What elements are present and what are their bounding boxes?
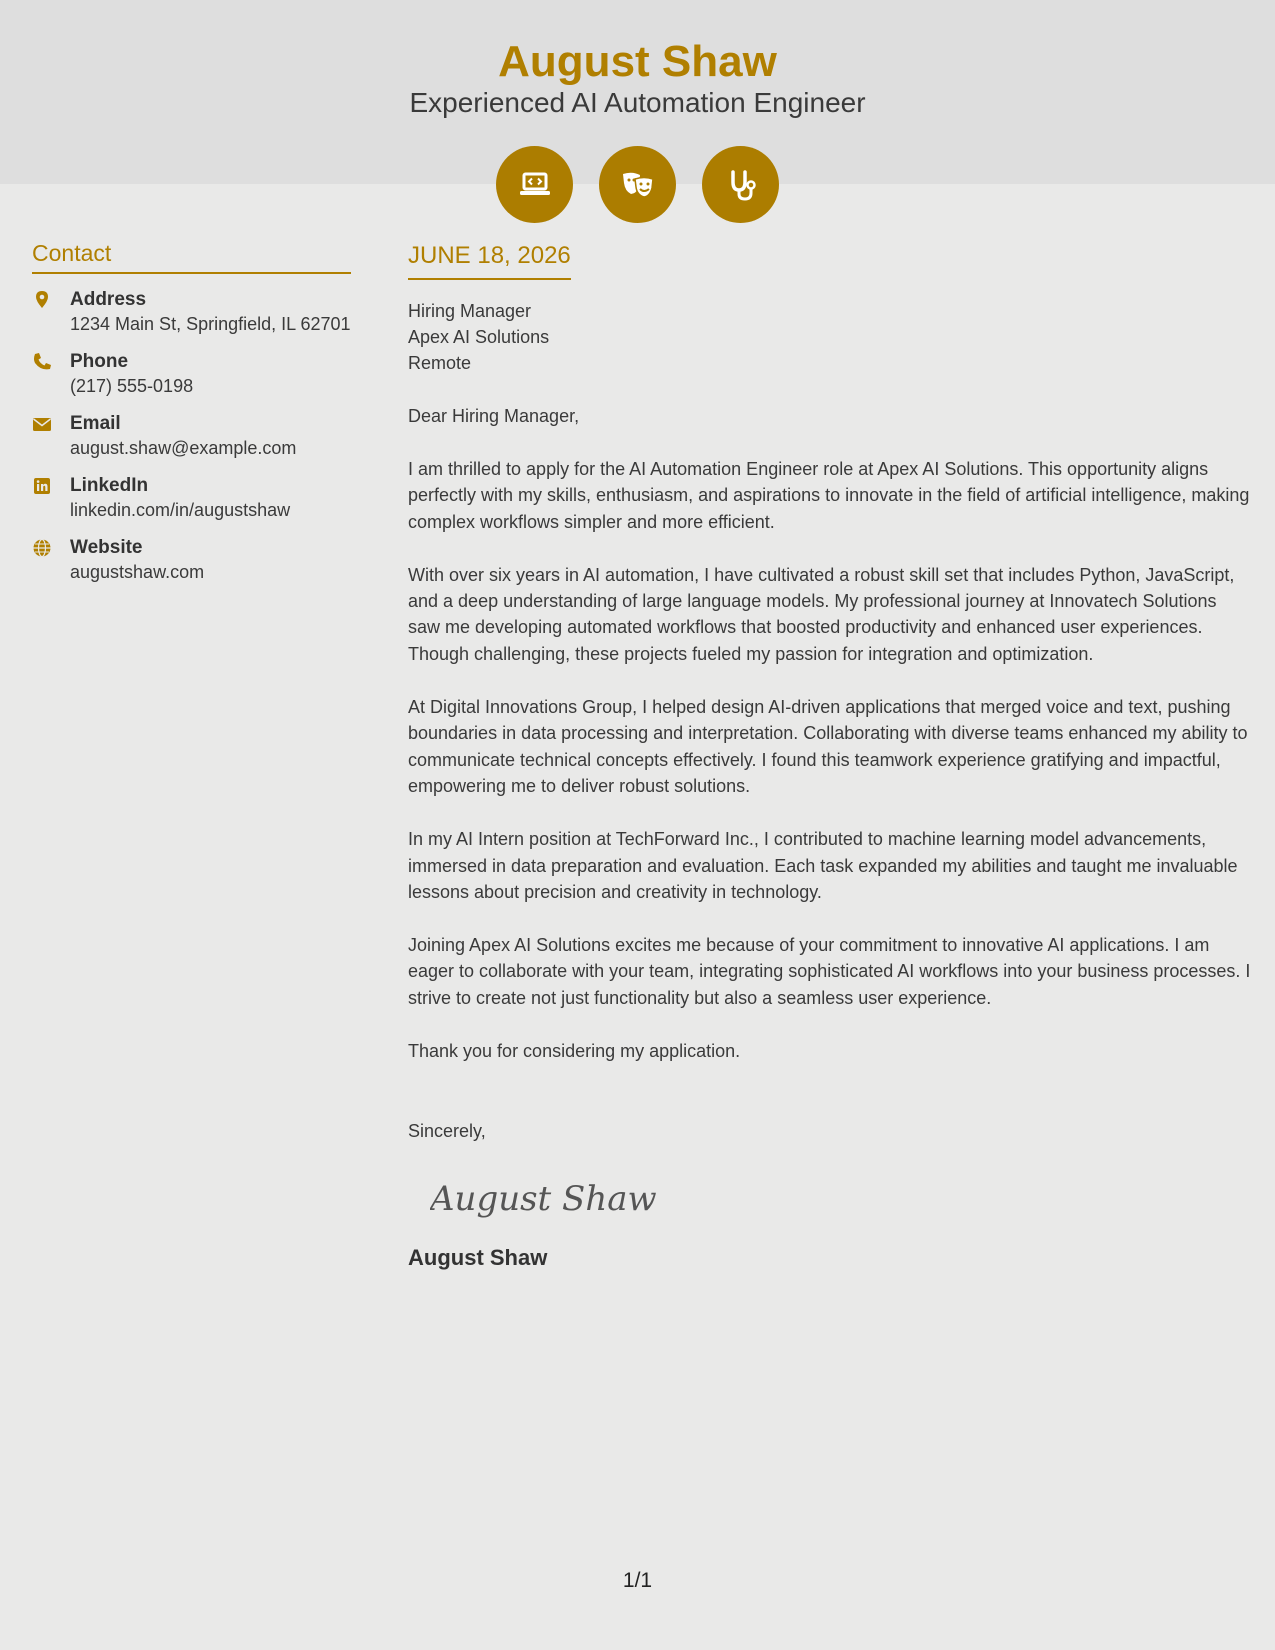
signature-text: August Shaw — [430, 1179, 657, 1220]
letter-paragraph: Thank you for considering my application. — [408, 1041, 741, 1062]
phone-icon — [32, 350, 70, 398]
contact-item-website — [32, 536, 351, 584]
contact-item-email — [32, 412, 351, 460]
letter-paragraph: In my AI Intern position at TechForward Inc., I contributed to machine learning model advancements, immersed in data preparation and evaluation. Each task expanded my abilities and taught me invaluable lessons about precision and creativity in technology. — [408, 829, 1238, 902]
contact-label: Phone — [70, 351, 129, 372]
contact-label: Email — [70, 413, 121, 434]
envelope-icon — [32, 412, 70, 460]
signer-name: August Shaw — [408, 1245, 548, 1271]
stethoscope-icon — [702, 146, 779, 223]
contact-label: LinkedIn — [70, 475, 149, 496]
contact-label: Address — [70, 289, 147, 310]
theater-masks-icon — [599, 146, 676, 223]
letter-paragraph: With over six years in AI automation, I have cultivated a robust skill set that includes Python, JavaScript, and a deep understanding of large language models. My professional journey at Innovatech Solutions saw me developing automated workflows that boosted productivity and enhanced user experiences. Though challenging, these projects fueled my passion for integration and optimization. — [408, 564, 1235, 664]
candidate-name: August Shaw — [498, 37, 777, 86]
contact-label: Website — [70, 537, 143, 558]
laptop-code-icon — [496, 146, 573, 223]
contact-value[interactable]: august.shaw@example.com — [70, 438, 297, 458]
letter-body — [408, 240, 1253, 1272]
contact-heading: Contact — [32, 238, 351, 274]
interest-icons — [496, 146, 779, 223]
globe-icon — [32, 536, 70, 584]
contact-value[interactable]: augustshaw.com — [70, 562, 205, 582]
contact-value: 1234 Main St, Springfield, IL 62701 — [70, 314, 351, 334]
closing: Sincerely, — [408, 1121, 486, 1142]
candidate-title: Experienced AI Automation Engineer — [409, 87, 866, 118]
letter-date: JUNE 18, 2026 — [408, 240, 571, 280]
contact-value: (217) 555-0198 — [70, 376, 194, 396]
letter-paragraph: I am thrilled to apply for the AI Automation Engineer role at Apex AI Solutions. This opportunity aligns perfectly with my skills, enthusiasm, and aspirations to innovate in the field of artificial intelligence, making complex workflows simpler and more efficient. — [408, 459, 1250, 532]
recipient-line: Remote — [408, 353, 472, 373]
handwritten-signature — [430, 1168, 670, 1228]
recipient-line: Hiring Manager — [408, 301, 532, 321]
recipient-block — [408, 298, 1253, 376]
contact-value[interactable]: linkedin.com/in/augustshaw — [70, 500, 291, 520]
contact-item-phone — [32, 350, 351, 398]
contact-item-address — [32, 288, 351, 336]
map-pin-icon — [32, 288, 70, 336]
salutation: Dear Hiring Manager, — [408, 406, 580, 426]
page-number: 1/1 — [622, 1569, 653, 1592]
letter-paragraph: At Digital Innovations Group, I helped design AI-driven applications that merged voice and text, pushing boundaries in data processing and interpretation. Collaborating with diverse teams enhanced my ability to communicate technical concepts effectively. I found this teamwork experience gratifying and impactful, empowering me to deliver robust solutions. — [408, 697, 1248, 796]
linkedin-icon — [32, 474, 70, 522]
recipient-line: Apex AI Solutions — [408, 327, 550, 347]
contact-item-linkedin — [32, 474, 351, 522]
contact-sidebar — [32, 238, 351, 584]
letter-paragraph: Joining Apex AI Solutions excites me because of your commitment to innovative AI applications. I am eager to collaborate with your team, integrating sophisticated AI workflows into your business processes. I strive to create not just functionality but also a seamless user experience. — [408, 935, 1251, 1008]
